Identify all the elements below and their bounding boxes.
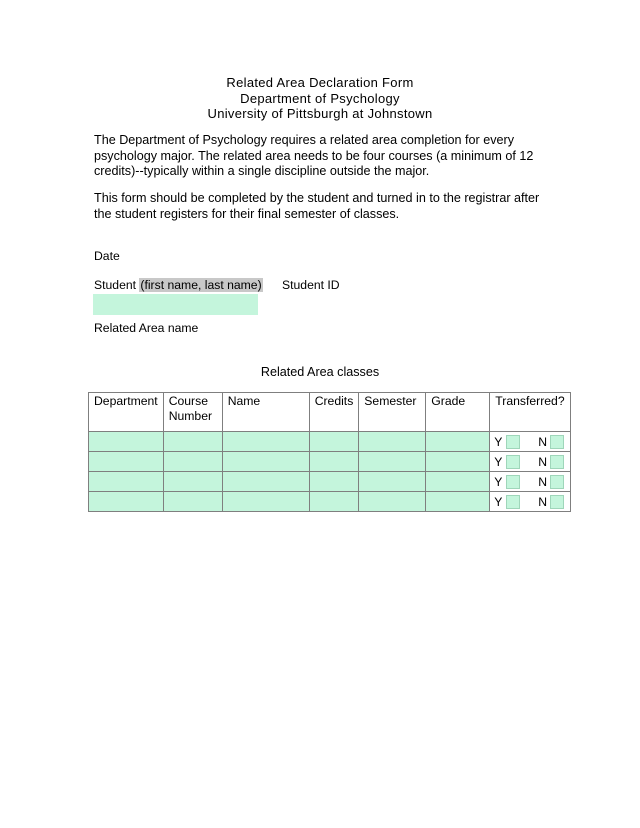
yes-checkbox[interactable] (506, 495, 520, 509)
transferred-cell (490, 432, 570, 452)
semester-field[interactable] (359, 452, 426, 472)
department-name: Department of Psychology (240, 90, 400, 106)
transferred-cell (490, 472, 570, 492)
no-label: N (538, 494, 548, 509)
no-checkbox[interactable] (550, 495, 564, 509)
yes-label: Y (494, 474, 503, 489)
no-label: N (538, 474, 548, 489)
form-title: Related Area Declaration Form (226, 75, 414, 90)
student-name-field[interactable] (93, 294, 258, 315)
table-row (89, 452, 571, 472)
course-name-field[interactable] (222, 432, 309, 452)
student-name-hint: (first name, last name) (140, 278, 262, 292)
yes-label: Y (494, 494, 503, 509)
transferred-cell (490, 452, 570, 472)
form-header (0, 75, 640, 122)
intro-paragraph-1: The Department of Psychology requires a related area completion for every psychology major. The related area needs to be four courses (a minimum of 12 credits)--typically within a single discipline outside the major. (94, 133, 534, 178)
course-number-field[interactable] (163, 472, 222, 492)
column-header-semester: Semester (359, 393, 426, 432)
department-field[interactable] (89, 452, 164, 472)
table-row (89, 432, 571, 452)
course-number-field[interactable] (163, 492, 222, 512)
classes-table-title: Related Area classes (260, 365, 380, 379)
department-field[interactable] (89, 492, 164, 512)
yes-label: Y (494, 434, 503, 449)
semester-field[interactable] (359, 492, 426, 512)
credits-field[interactable] (309, 472, 359, 492)
semester-field[interactable] (359, 472, 426, 492)
student-label: Student (94, 278, 137, 292)
university-name: University of Pittsburgh at Johnstown (207, 106, 433, 121)
grade-field[interactable] (426, 472, 490, 492)
course-name-field[interactable] (222, 452, 309, 472)
no-label: N (538, 454, 548, 469)
table-row (89, 472, 571, 492)
credits-field[interactable] (309, 492, 359, 512)
credits-field[interactable] (309, 452, 359, 472)
no-checkbox[interactable] (550, 475, 564, 489)
classes-table (88, 392, 571, 512)
related-area-label: Related Area name (94, 321, 199, 335)
yes-checkbox[interactable] (506, 435, 520, 449)
course-name-field[interactable] (222, 472, 309, 492)
student-id-label: Student ID (282, 278, 340, 292)
column-header-name: Name (222, 393, 309, 432)
column-header-grade: Grade (426, 393, 490, 432)
yes-checkbox[interactable] (506, 475, 520, 489)
table-header-row (89, 393, 571, 432)
course-number-field[interactable] (163, 452, 222, 472)
column-header-credits: Credits (309, 393, 359, 432)
student-label-row (94, 278, 263, 292)
semester-field[interactable] (359, 432, 426, 452)
date-label: Date (94, 249, 120, 263)
credits-field[interactable] (309, 432, 359, 452)
transferred-cell (490, 492, 570, 512)
table-row (89, 492, 571, 512)
grade-field[interactable] (426, 432, 490, 452)
column-header-course-number: Course Number (163, 393, 222, 432)
grade-field[interactable] (426, 452, 490, 472)
grade-field[interactable] (426, 492, 490, 512)
no-checkbox[interactable] (550, 455, 564, 469)
department-field[interactable] (89, 432, 164, 452)
column-header-department: Department (89, 393, 164, 432)
department-field[interactable] (89, 472, 164, 492)
no-label: N (538, 434, 548, 449)
yes-label: Y (494, 454, 503, 469)
course-name-field[interactable] (222, 492, 309, 512)
yes-checkbox[interactable] (506, 455, 520, 469)
column-header-transferred: Transferred? (490, 393, 570, 432)
no-checkbox[interactable] (550, 435, 564, 449)
course-number-field[interactable] (163, 432, 222, 452)
intro-paragraph-2: This form should be completed by the student and turned in to the registrar after the student registers for their final semester of classes. (94, 191, 540, 221)
